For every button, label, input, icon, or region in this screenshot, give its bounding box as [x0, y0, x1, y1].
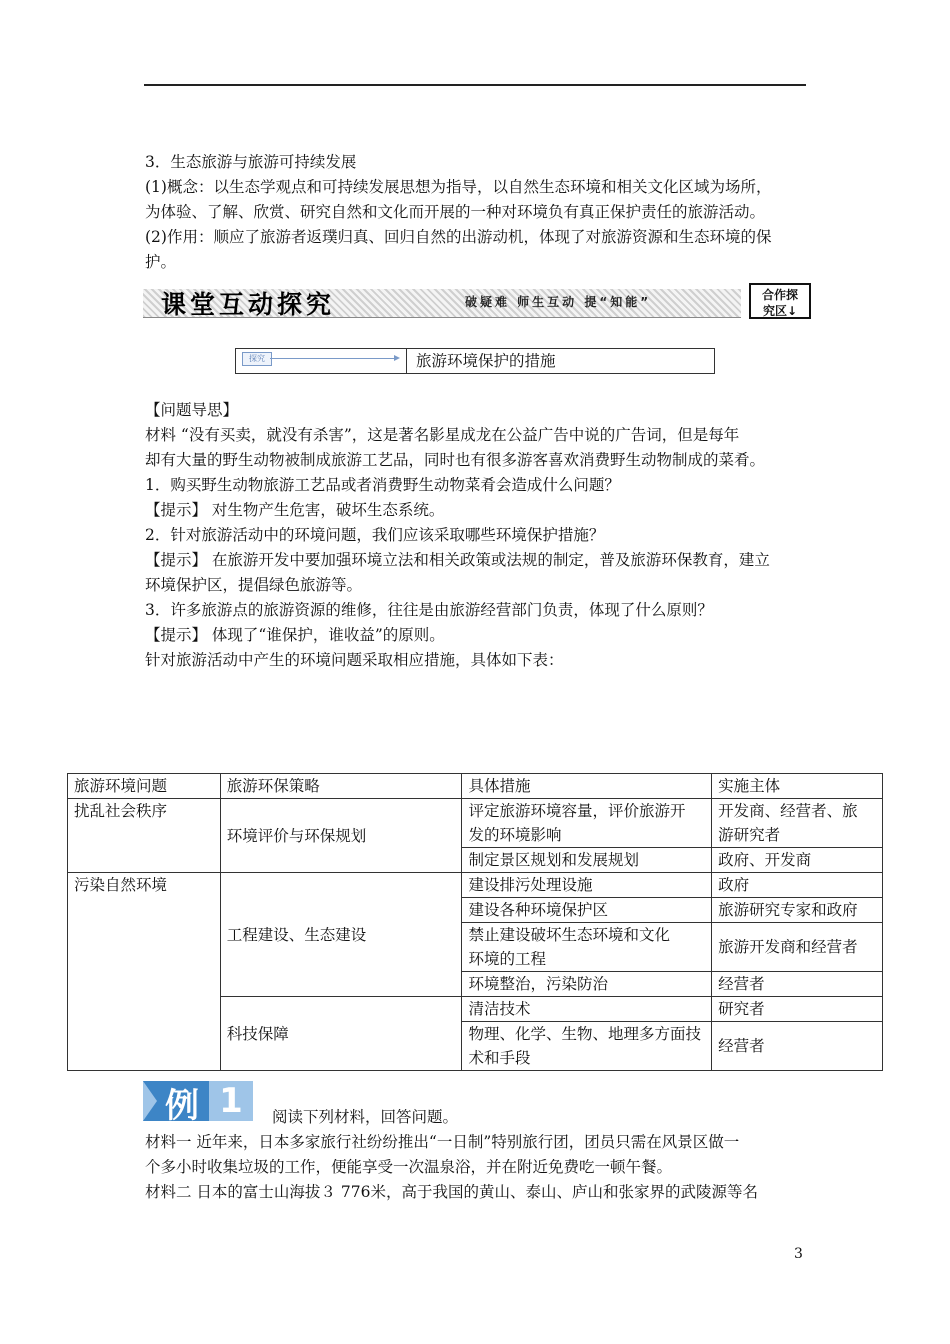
actor-cell: 政府、开发商: [712, 848, 883, 873]
page-number: 3: [794, 1246, 803, 1262]
measure-line: 评定旅游环境容量，评价旅游开: [468, 802, 686, 820]
actor-cell: 旅游开发商和经营者: [712, 923, 883, 972]
table-header: 旅游环境问题: [68, 774, 221, 799]
problem-cell: 污染自然环境: [68, 873, 221, 1071]
measure-cell: [462, 923, 712, 972]
banner-subtitle: 破疑难 师生互动 提“知能”: [465, 295, 652, 309]
table-header: 旅游环保策略: [220, 774, 462, 799]
topic-label-area: [236, 349, 407, 373]
explore-tag: 探究: [242, 352, 272, 366]
material-line: 材料 “没有买卖，就没有杀害”，这是著名影星成龙在公益广告中说的广告词，但是每年: [145, 426, 740, 444]
measure-cell: [462, 1022, 712, 1071]
actor-line: 游研究者: [718, 826, 781, 844]
question-1: 1．购买野生动物旅游工艺品或者消费野生动物菜肴会造成什么问题？: [145, 476, 620, 494]
example-prompt: 阅读下列材料，回答问题。: [272, 1108, 459, 1126]
measure-cell: 环境整治，污染防治: [462, 972, 712, 997]
material-line: 却有大量的野生动物被制成旅游工艺品，同时也有很多游客喜欢消费野生动物制成的菜肴。: [145, 451, 766, 469]
measure-cell: 建设排污处理设施: [462, 873, 712, 898]
table-header: 实施主体: [712, 774, 883, 799]
question-2: 2．针对旅游活动中的环境问题，我们应该采取哪些环境保护措施？: [145, 526, 605, 544]
table-intro: 针对旅游活动中产生的环境问题采取相应措施，具体如下表：: [145, 651, 564, 669]
measure-line: 禁止建设破坏生态环境和文化: [468, 926, 670, 944]
table-row: [68, 873, 883, 898]
strategy-cell: 工程建设、生态建设: [220, 873, 462, 997]
measure-line: 术和手段: [468, 1049, 531, 1067]
cooperation-box-line: 合作探: [761, 288, 798, 302]
example-label: 例: [165, 1086, 205, 1126]
topic-box: [235, 348, 715, 374]
measure-cell: 清洁技术: [462, 997, 712, 1022]
hint-1: 【提示】 对生物产生危害，破坏生态系统。: [145, 501, 445, 519]
hint-2: 环境保护区，提倡绿色旅游等。: [145, 576, 363, 594]
example-badge: [143, 1081, 255, 1126]
measure-cell: 建设各种环境保护区: [462, 898, 712, 923]
measure-line: 发的环境影响: [468, 826, 562, 844]
table-header-row: [68, 774, 883, 799]
section-3-line: 护。: [145, 253, 177, 271]
classroom-banner: [143, 283, 815, 323]
actor-cell: 旅游研究专家和政府: [712, 898, 883, 923]
table-header: 具体措施: [462, 774, 712, 799]
problem-cell: 扰乱社会秩序: [68, 799, 221, 873]
example-line: 个多小时收集垃圾的工作，便能享受一次温泉浴，并在附近免费吃一顿午餐。: [145, 1158, 673, 1176]
section-3-line: (1)概念：以生态学观点和可持续发展思想为指导，以自然生态环境和相关文化区域为场所，: [145, 178, 772, 196]
measures-table: [67, 773, 883, 1071]
guide-heading: 【问题导思】: [145, 401, 239, 419]
question-guide: [145, 398, 810, 673]
arrow-right-icon: [143, 1081, 157, 1121]
hint-3: 【提示】 体现了“谁保护，谁收益”的原则。: [145, 626, 445, 644]
actor-cell: 政府: [712, 873, 883, 898]
actor-line: 开发商、经营者、旅: [718, 802, 858, 820]
actor-cell: 经营者: [712, 1022, 883, 1071]
example-number: 1: [209, 1081, 253, 1121]
measure-cell: 制定景区规划和发展规划: [462, 848, 712, 873]
banner-title: 课堂互动探究: [161, 290, 336, 319]
actor-cell: 经营者: [712, 972, 883, 997]
strategy-cell: 环境评价与环保规划: [220, 799, 462, 873]
example-line: 材料二 日本的富士山海拔３ 776米，高于我国的黄山、泰山、庐山和张家界的武陵源等名: [145, 1183, 758, 1201]
arrow-right-icon: [270, 358, 396, 359]
section-3-heading: 3．生态旅游与旅游可持续发展: [145, 153, 357, 171]
topic-title: 旅游环境保护的措施: [416, 352, 556, 370]
cooperation-box-line: 究区↓: [762, 304, 798, 318]
example-line: 材料一 近年来，日本多家旅行社纷纷推出“一日制”特别旅行团，团员只需在风景区做一: [145, 1133, 740, 1151]
table-row: [68, 799, 883, 848]
section-3-line: (2)作用：顺应了旅游者返璞归真、回归自然的出游动机，体现了对旅游资源和生态环境的保: [145, 228, 772, 246]
measure-cell: [462, 799, 712, 848]
question-3: 3．许多旅游点的旅游资源的维修，往往是由旅游经营部门负责，体现了什么原则？: [145, 601, 713, 619]
measure-line: 环境的工程: [468, 950, 546, 968]
cooperation-box: [749, 283, 811, 319]
example-materials: [145, 1130, 810, 1205]
header-rule: [144, 84, 806, 86]
hint-2: 【提示】 在旅游开发中要加强环境立法和相关政策或法规的制定，普及旅游环保教育，建立: [145, 551, 770, 569]
strategy-cell: 科技保障: [220, 997, 462, 1071]
actor-cell: [712, 799, 883, 848]
measure-line: 物理、化学、生物、地理多方面技: [468, 1025, 701, 1043]
section-3: [145, 150, 810, 275]
section-3-line: 为体验、了解、欣赏、研究自然和文化而开展的一种对环境负有真正保护责任的旅游活动。: [145, 203, 766, 221]
actor-cell: 研究者: [712, 997, 883, 1022]
